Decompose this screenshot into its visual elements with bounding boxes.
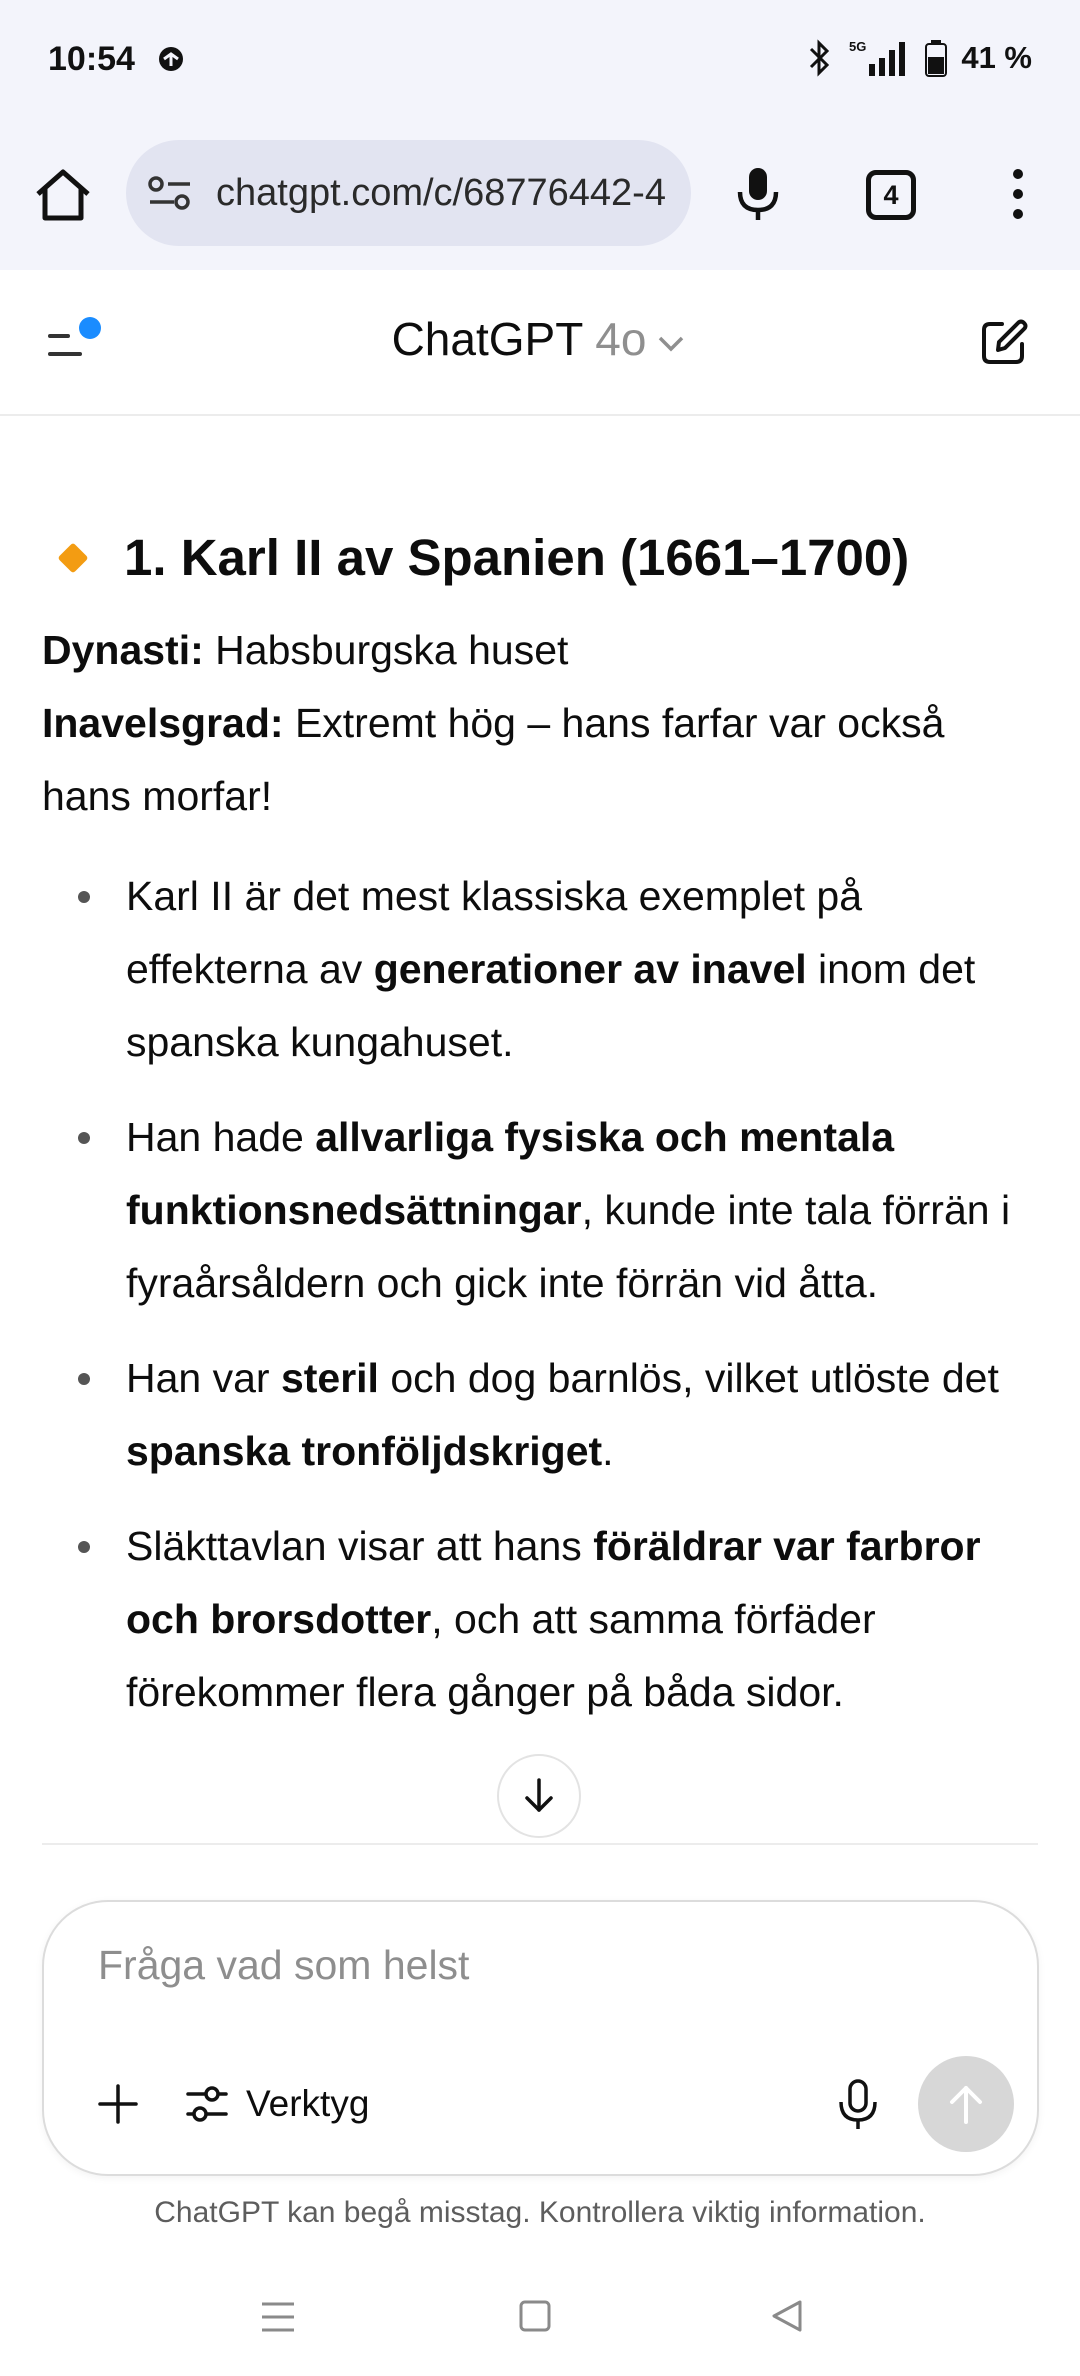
- send-button[interactable]: [918, 2056, 1014, 2152]
- battery-percent: 41 %: [961, 40, 1032, 75]
- inbreeding-line: [42, 687, 1042, 833]
- browser-chrome: [0, 0, 1080, 270]
- model-version: 4o: [595, 313, 647, 365]
- dynasty-line: [42, 614, 1042, 687]
- tools-button[interactable]: [186, 2074, 369, 2134]
- message-meta: [42, 614, 1042, 833]
- tune-icon[interactable]: [146, 173, 194, 213]
- tab-switcher-button[interactable]: [866, 170, 916, 220]
- message-composer[interactable]: [42, 1900, 1039, 2176]
- browser-toolbar: [0, 140, 1080, 248]
- arrow-down-icon: [519, 1776, 559, 1816]
- mic-icon[interactable]: [834, 2078, 882, 2132]
- battery-icon: [925, 39, 947, 77]
- heading-text: 1. Karl II av Spanien (1661–1700): [124, 529, 910, 586]
- bluetooth-icon: [807, 39, 833, 77]
- list-item: Han hade allvarliga fysiska och mentala funktionsnedsättningar, kunde inte tala förrän i fyraårsåldern och gick inte förrän vid åtta.: [42, 1101, 1052, 1320]
- chevron-down-icon: [654, 326, 688, 360]
- scroll-to-bottom-button[interactable]: [497, 1754, 581, 1838]
- disclaimer-text: ChatGPT kan begå misstag. Kontrollera viktig information.: [154, 2196, 926, 2229]
- conversation-area: [0, 416, 1080, 1846]
- bullet-list: [42, 860, 1052, 1751]
- mic-icon[interactable]: [730, 164, 786, 224]
- home-square-icon[interactable]: [518, 2298, 552, 2334]
- new-chat-icon[interactable]: [978, 316, 1030, 368]
- system-nav-bar: [0, 2280, 1080, 2376]
- app-title: ChatGPT: [391, 313, 583, 365]
- more-vert-icon[interactable]: [1000, 164, 1036, 224]
- dynasty-value: Habsburgska huset: [203, 627, 569, 673]
- message-heading: [42, 528, 909, 587]
- status-time: 10:54: [48, 40, 135, 78]
- list-item: Släkttavlan visar att hans föräldrar var farbror och brorsdotter, och att samma förfäder förekommer flera gånger på båda sidor.: [42, 1510, 1052, 1729]
- tools-label: Verktyg: [246, 2083, 370, 2124]
- tools-icon: [186, 2084, 228, 2124]
- prompt-input[interactable]: Fråga vad som helst: [98, 1942, 470, 1988]
- list-item: Karl II är det mest klassiska exemplet på effekterna av generationer av inavel inom det spanska kungahuset.: [42, 860, 1052, 1079]
- send-arrow-icon: [946, 2082, 986, 2126]
- home-icon[interactable]: [30, 162, 96, 228]
- back-triangle-icon[interactable]: [770, 2298, 804, 2334]
- signal-icon: [847, 38, 911, 78]
- model-selector[interactable]: [0, 312, 1080, 366]
- plus-icon[interactable]: [94, 2080, 142, 2128]
- dynasty-label: Dynasti:: [42, 627, 204, 673]
- list-item: Han var steril och dog barnlös, vilket utlöste det spanska tronföljdskriget.: [42, 1342, 1052, 1488]
- status-icons: [807, 38, 1032, 78]
- recents-icon[interactable]: [260, 2300, 296, 2334]
- url-text: chatgpt.com/c/68776442-4: [216, 171, 666, 214]
- chatgpt-header: [0, 270, 1080, 416]
- address-bar[interactable]: [126, 140, 691, 246]
- dnd-icon: [156, 44, 186, 74]
- network-type: 5G: [849, 39, 867, 54]
- status-bar: [0, 0, 1080, 120]
- tab-count: 4: [883, 179, 899, 210]
- diamond-icon: [57, 542, 88, 573]
- inbreeding-value: Extremt hög – hans farfar var också hans morfar!: [42, 700, 945, 819]
- divider: [42, 1843, 1038, 1845]
- inbreeding-label: Inavelsgrad:: [42, 700, 284, 746]
